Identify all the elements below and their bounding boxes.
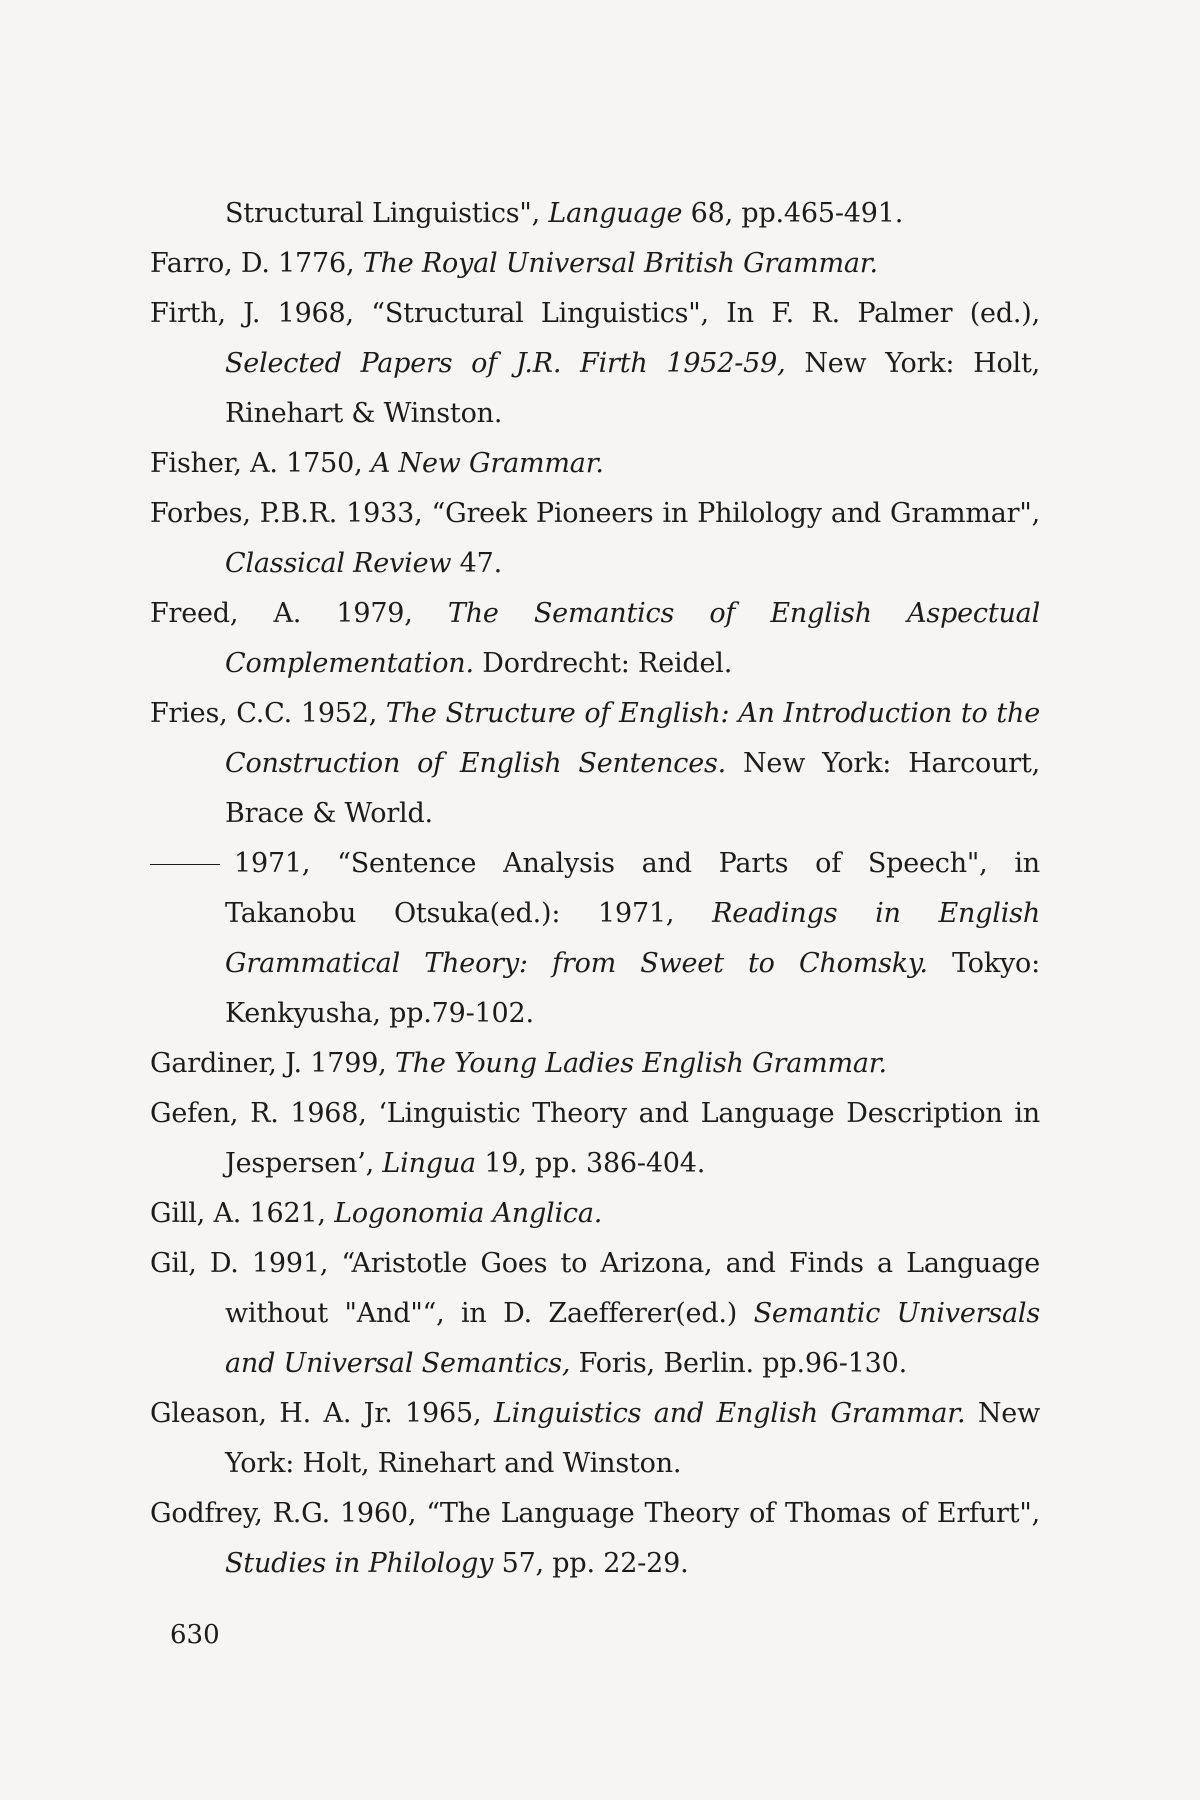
reference-text: New York: Holt, Rinehart and Winston.	[225, 1398, 1040, 1479]
reference-text: Gil, D. 1991, “Aristotle Goes to Arizona, and Finds a Language without "And"“, in D. Zaefferer(ed.)	[150, 1248, 1040, 1329]
reference-title: The Semantics of English Aspectual Complementation.	[225, 598, 1041, 679]
reference-text: 1971, “Sentence Analysis and Parts of Speech", in Takanobu Otsuka(ed.): 1971,	[225, 848, 1040, 929]
reference-entry	[150, 589, 1040, 689]
reference-title: The Royal Universal British Grammar.	[362, 248, 878, 279]
reference-text: Gleason, H. A. Jr. 1965,	[150, 1398, 494, 1429]
reference-entry	[150, 1489, 1040, 1589]
reference-text: Gardiner, J. 1799,	[150, 1048, 395, 1079]
reference-text: Farro, D. 1776,	[150, 248, 363, 279]
reference-title: Selected Papers of J.R. Firth 1952-59,	[225, 348, 786, 379]
reference-text: New York: Harcourt, Brace & World.	[225, 748, 1040, 829]
reference-text: Fisher, A. 1750,	[150, 448, 371, 479]
reference-text: 47.	[451, 548, 502, 579]
reference-entry	[150, 239, 1040, 289]
reference-text: Structural Linguistics",	[225, 198, 549, 229]
reference-text: Firth, J. 1968, “Structural Linguistics", In F. R. Palmer (ed.),	[150, 298, 1040, 329]
reference-entry	[150, 289, 1040, 439]
reference-title: The Structure of English: An Introduction to the Construction of English Sentences.	[225, 698, 1040, 779]
reference-text: Freed, A. 1979,	[150, 598, 448, 629]
reference-title: Linguistics and English Grammar.	[493, 1398, 966, 1429]
reference-text: Tokyo: Kenkyusha, pp.79-102.	[225, 948, 1040, 1029]
reference-text: 19, pp. 386-404.	[475, 1148, 706, 1179]
reference-text: Gill, A. 1621,	[150, 1198, 335, 1229]
reference-entry	[150, 439, 1040, 489]
reference-title: Studies in Philology	[225, 1548, 494, 1579]
same-author-dash	[150, 864, 220, 865]
reference-title: Language	[548, 198, 683, 229]
reference-title: Readings in English Grammatical Theory: from Sweet to Chomsky.	[225, 898, 1041, 979]
reference-entry	[150, 1239, 1040, 1389]
reference-entry	[150, 1189, 1040, 1239]
reference-text: 68, pp.465-491.	[682, 198, 904, 229]
reference-entry	[150, 489, 1040, 589]
reference-title: Classical Review	[225, 548, 452, 579]
reference-entry	[150, 1089, 1040, 1189]
reference-entry	[150, 1039, 1040, 1089]
page-number: 630	[170, 1620, 220, 1650]
reference-continuation	[150, 189, 1040, 239]
reference-text: New York: Holt, Rinehart & Winston.	[225, 348, 1040, 429]
reference-title: A New Grammar.	[370, 448, 604, 479]
reference-text: Foris, Berlin. pp.96-130.	[570, 1348, 908, 1379]
reference-title: Semantic Universals and Universal Semantics,	[225, 1298, 1040, 1379]
reference-title: Logonomia Anglica.	[334, 1198, 603, 1229]
reference-entry	[150, 689, 1040, 839]
reference-text: Dordrecht: Reidel.	[473, 648, 733, 679]
reference-title: The Young Ladies English Grammar.	[394, 1048, 887, 1079]
reference-text: Godfrey, R.G. 1960, “The Language Theory of Thomas of Erfurt",	[150, 1498, 1040, 1529]
reference-text: Forbes, P.B.R. 1933, “Greek Pioneers in Philology and Grammar",	[150, 498, 1040, 529]
reference-entry	[150, 839, 1040, 1039]
reference-text: Gefen, R. 1968, ‘Linguistic Theory and Language Description in Jespersen’,	[150, 1098, 1040, 1179]
reference-entry	[150, 1389, 1040, 1489]
reference-text: Fries, C.C. 1952,	[150, 698, 386, 729]
reference-title: Lingua	[382, 1148, 476, 1179]
bibliography-list	[150, 189, 1040, 1589]
reference-text: 57, pp. 22-29.	[493, 1548, 689, 1579]
